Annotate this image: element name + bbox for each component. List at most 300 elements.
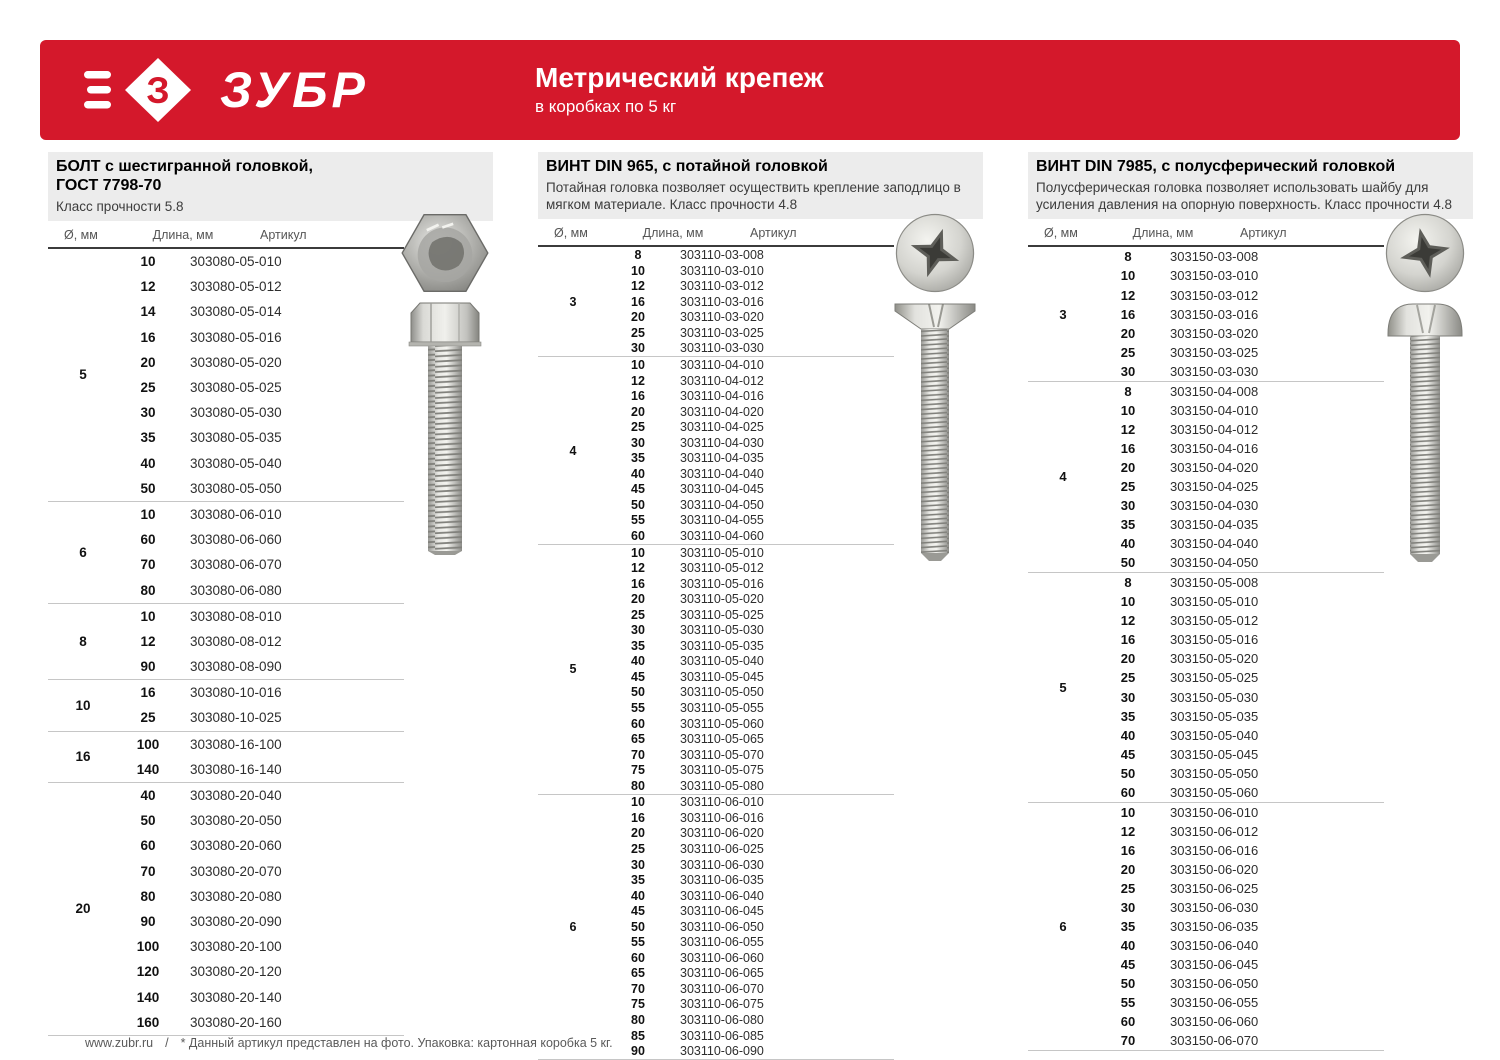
table-row [608,795,894,811]
table-row [118,425,404,450]
table-row [608,857,894,873]
product-table-hex-bolt [48,152,493,1060]
table-row [608,388,894,404]
article-value: 303110-04-045 [680,482,764,497]
table-row [118,654,404,679]
length-value: 60 [1120,784,1136,800]
article-value: 303110-03-025 [680,325,764,340]
table-row [118,833,404,858]
table-row [1098,687,1384,706]
length-value: 35 [631,638,645,653]
table-row [608,357,894,373]
table-row [118,783,404,808]
article-value: 303080-08-090 [190,659,282,675]
length-value: 30 [631,857,645,872]
pan-head-screw-side-view-photo [1381,300,1469,562]
column-header-article: Артикул [260,228,307,243]
article-value: 303080-10-016 [190,685,282,701]
table-row [608,576,894,592]
length-value: 25 [140,380,156,396]
article-value: 303080-20-080 [190,888,282,904]
table-row [118,959,404,984]
length-value: 20 [631,404,645,419]
group-rows [118,732,404,782]
table-title-block [1028,152,1473,219]
table-row [118,350,404,375]
group-rows [608,795,894,1059]
article-value: 303110-05-070 [680,747,764,762]
table-row [608,1043,894,1059]
length-value: 50 [631,919,645,934]
table-row [608,654,894,670]
footer-separator: / [165,1036,169,1050]
column-header-length: Длина, мм [1132,226,1194,241]
article-value: 303080-20-140 [190,989,282,1005]
table-row [118,934,404,959]
length-value: 45 [631,904,645,919]
diameter-value: 20 [75,901,91,917]
table-row [1098,286,1384,305]
length-value: 40 [631,654,645,669]
table-row [1098,841,1384,860]
group-rows [118,249,404,501]
article-value: 303150-06-020 [1170,861,1259,877]
table-row [118,808,404,833]
article-value: 303080-05-025 [190,380,282,396]
article-value: 303150-03-010 [1170,268,1259,284]
article-value: 303110-03-016 [680,294,764,309]
diameter-value: 5 [569,662,577,677]
table-row [608,466,894,482]
table-row [608,762,894,778]
length-value: 35 [631,451,645,466]
article-value: 303110-03-008 [680,248,764,263]
article-value: 303150-05-012 [1170,613,1259,629]
diameter-value: 5 [79,367,87,383]
length-value: 12 [140,279,156,295]
table-row [608,310,894,326]
table-row [1098,993,1384,1012]
table-row [118,629,404,654]
table-row [118,604,404,629]
article-value: 303080-20-120 [190,964,282,980]
hex-bolt-side-view-photo [401,300,489,555]
article-value: 303110-06-060 [680,950,764,965]
table-title-line: ВИНТ DIN 7985, с полусферический головкой [1036,158,1396,175]
diameter-group [48,501,404,603]
table-row [608,373,894,389]
article-value: 303150-06-040 [1170,938,1259,954]
article-value: 303080-20-090 [190,913,282,929]
article-value: 303150-06-012 [1170,823,1259,839]
article-value: 303150-05-030 [1170,689,1259,705]
table-row [1098,668,1384,687]
length-value: 12 [631,373,645,388]
length-value: 100 [136,939,160,955]
column-header-diameter: Ø, мм [64,228,98,243]
table-row [608,778,894,794]
table-title [546,158,971,177]
length-value: 8 [1124,249,1132,265]
table-row [118,984,404,1009]
length-value: 80 [631,778,645,793]
table-row [608,1028,894,1044]
article-value: 303080-20-100 [190,939,282,955]
length-value: 40 [1120,938,1136,954]
article-value: 303110-06-090 [680,1044,764,1059]
table-description: Потайная головка позволяет осуществить крепление заподлицо в мягком материале. Класс прочности 4.8 [546,179,961,213]
length-value: 55 [1120,995,1136,1011]
diameter-value: 3 [1059,306,1067,322]
length-value: 40 [1120,536,1136,552]
table-row [608,950,894,966]
length-value: 10 [140,608,156,624]
article-value: 303150-05-025 [1170,670,1259,686]
length-value: 10 [631,358,645,372]
table-row [118,732,404,757]
length-value: 20 [631,826,645,841]
table-row [118,884,404,909]
table-row [1098,477,1384,496]
table-description: Класс прочности 5.8 [56,198,184,214]
footer-note: * Данный артикул представлен на фото. Упаковка: картонная коробка 5 кг. [180,1036,613,1050]
table-row [1098,917,1384,936]
length-value: 10 [1120,402,1136,418]
table-row [1098,439,1384,458]
article-value: 303110-05-025 [680,607,764,622]
article-value: 303150-06-060 [1170,1014,1259,1030]
table-row [608,341,894,357]
article-value: 303110-06-085 [680,1028,764,1043]
table-row [118,859,404,884]
length-value: 10 [631,795,645,810]
article-value: 303110-06-080 [680,1012,764,1027]
banner-title-block [535,63,823,118]
article-value: 303150-06-010 [1170,804,1259,820]
table-row [118,705,404,730]
length-value: 16 [631,810,645,825]
article-value: 303150-06-035 [1170,919,1259,935]
table-row [1098,649,1384,668]
length-value: 80 [140,888,156,904]
group-rows [608,357,894,544]
length-value: 16 [631,294,645,309]
length-value: 35 [1120,517,1136,533]
table-row [608,700,894,716]
length-value: 55 [631,513,645,528]
diameter-group [1028,572,1384,802]
length-value: 16 [1120,440,1136,456]
article-value: 303150-03-012 [1170,287,1259,303]
length-value: 20 [1120,651,1136,667]
length-value: 10 [140,254,156,270]
table-body [538,247,894,1059]
table-row [1098,401,1384,420]
length-value: 160 [136,1014,160,1030]
article-value: 303080-20-050 [190,813,282,829]
table-row [118,476,404,501]
article-value: 303150-03-025 [1170,344,1259,360]
table-row [118,577,404,602]
group-rows [118,502,404,603]
table-header-row [48,223,404,249]
article-value: 303150-03-030 [1170,363,1259,379]
article-value: 303080-06-080 [190,582,282,598]
length-value: 65 [631,966,645,981]
length-value: 30 [140,405,156,421]
length-value: 30 [1120,498,1136,514]
diameter-value: 4 [1059,469,1067,485]
table-body [48,249,404,1036]
article-value: 303110-06-055 [680,935,764,950]
table-title-block [538,152,983,219]
length-value: 60 [140,532,156,548]
length-value: 50 [140,480,156,496]
table-row [1098,343,1384,362]
table-row [608,669,894,685]
length-value: 70 [140,557,156,573]
length-value: 10 [1120,268,1136,284]
length-value: 45 [1120,957,1136,973]
article-value: 303080-05-014 [190,304,282,320]
page-subtitle: в коробках по 5 кг [535,97,677,117]
length-value: 12 [1120,613,1136,629]
table-row [608,545,894,561]
article-value: 303110-04-060 [680,529,764,544]
article-value: 303110-05-035 [680,638,764,653]
article-value: 303110-04-055 [680,513,764,528]
table-row [608,560,894,576]
length-value: 60 [631,716,645,731]
length-value: 12 [1120,823,1136,839]
length-value: 55 [631,701,645,716]
table-title [1036,158,1461,177]
table-row [1098,515,1384,534]
length-value: 50 [1120,976,1136,992]
group-rows [118,604,404,680]
table-row [1098,860,1384,879]
length-value: 16 [1120,306,1136,322]
article-value: 303110-06-020 [680,826,764,841]
length-value: 25 [631,420,645,435]
article-value: 303110-04-030 [680,435,764,450]
diameter-value: 6 [569,919,577,934]
article-value: 303150-05-008 [1170,575,1259,591]
table-row [118,325,404,350]
zubr-logo-icon [84,57,202,123]
product-table-pan-head-screw [1028,152,1473,1060]
diameter-group [538,356,894,544]
table-row [1098,707,1384,726]
table-row [608,451,894,467]
diameter-value: 4 [569,443,577,458]
article-value: 303110-06-075 [680,997,764,1012]
article-value: 303110-04-020 [680,404,764,419]
table-row [608,903,894,919]
length-value: 14 [140,304,156,320]
table-row [608,872,894,888]
diameter-group [48,603,404,680]
length-value: 16 [631,389,645,404]
length-value: 90 [631,1044,645,1059]
table-row [1098,822,1384,841]
diameter-group [1028,381,1384,572]
article-value: 303080-05-050 [190,480,282,496]
article-value: 303080-05-040 [190,455,282,471]
diameter-group [48,731,404,782]
article-value: 303150-03-016 [1170,306,1259,322]
article-value: 303150-05-040 [1170,727,1259,743]
length-value: 30 [631,341,645,356]
article-value: 303150-06-055 [1170,995,1259,1011]
table-row [118,400,404,425]
table-row [1098,247,1384,266]
article-value: 303110-06-035 [680,873,764,888]
table-row [1098,324,1384,343]
article-value: 303150-06-050 [1170,976,1259,992]
length-value: 8 [1124,383,1132,399]
article-value: 303110-06-040 [680,888,764,903]
table-row [1098,420,1384,439]
article-value: 303150-05-010 [1170,594,1259,610]
table-row [608,810,894,826]
table-row [608,482,894,498]
article-value: 303110-04-016 [680,389,764,404]
diameter-value: 10 [75,697,91,713]
length-value: 16 [140,329,156,345]
phillips-head-top-view-photo [893,212,977,294]
table-row [608,841,894,857]
table-row [1098,362,1384,381]
length-value: 70 [1120,1033,1136,1049]
page-title: Метрический крепеж [535,61,824,93]
length-value: 35 [1120,708,1136,724]
tables-area [48,152,1473,1060]
length-value: 85 [631,1028,645,1043]
group-rows [118,783,404,1035]
table-row [1098,630,1384,649]
table-row [1098,783,1384,802]
article-value: 303110-03-010 [680,263,764,278]
article-value: 303110-03-030 [680,341,764,356]
group-rows [608,545,894,794]
table-row [608,325,894,341]
table-row [608,591,894,607]
table-row [1098,726,1384,745]
length-value: 100 [136,736,160,752]
article-value: 303110-06-065 [680,966,764,981]
diameter-group [538,247,894,356]
diameter-value: 6 [1059,919,1067,935]
table-row [118,299,404,324]
table-row [1098,534,1384,553]
article-value: 303110-05-080 [680,778,764,793]
article-value: 303080-20-070 [190,863,282,879]
table-row [118,1010,404,1035]
length-value: 75 [631,763,645,778]
length-value: 70 [631,981,645,996]
article-value: 303110-05-030 [680,623,764,638]
table-row [1098,974,1384,993]
group-rows [118,680,404,730]
length-value: 60 [1120,1014,1136,1030]
column-header-diameter: Ø, мм [1044,226,1078,241]
column-header-length: Длина, мм [642,226,704,241]
article-value: 303110-06-050 [680,919,764,934]
length-value: 70 [140,863,156,879]
article-value: 303150-06-030 [1170,900,1259,916]
table-row [608,826,894,842]
length-value: 90 [140,913,156,929]
article-value: 303110-03-020 [680,310,764,325]
length-value: 20 [1120,459,1136,475]
length-value: 8 [1124,575,1132,591]
length-value: 50 [140,813,156,829]
article-value: 303080-05-016 [190,329,282,345]
table-row [608,623,894,639]
table-row [1098,1031,1384,1050]
diameter-value: 6 [79,544,87,560]
length-value: 12 [140,633,156,649]
header-banner [40,40,1460,140]
table-row [118,375,404,400]
table-header-row [1028,221,1384,247]
diameter-group [48,782,404,1035]
length-value: 40 [631,888,645,903]
article-value: 303080-06-010 [190,506,282,522]
length-value: 20 [631,310,645,325]
length-value: 50 [631,497,645,512]
length-value: 25 [1120,344,1136,360]
length-value: 35 [631,873,645,888]
length-value: 25 [631,841,645,856]
table-row [608,279,894,295]
article-value: 303110-05-040 [680,654,764,669]
length-value: 25 [631,325,645,340]
length-value: 20 [1120,325,1136,341]
article-value: 303150-05-060 [1170,784,1259,800]
length-value: 25 [1120,670,1136,686]
table-row [118,757,404,782]
column-header-article: Артикул [1240,226,1287,241]
diameter-value: 3 [569,294,577,309]
length-value: 20 [140,354,156,370]
article-value: 303150-04-012 [1170,421,1259,437]
article-value: 303150-06-070 [1170,1033,1259,1049]
length-value: 25 [140,710,156,726]
hex-bolt-top-view-photo [399,212,491,294]
table-row [1098,592,1384,611]
table-row [608,528,894,544]
article-value: 303150-04-008 [1170,383,1259,399]
table-description: Полусферическая головка позволяет использовать шайбу для усиления давления на опорную поверхность. Класс прочности 4.8 [1036,179,1453,213]
length-value: 70 [631,747,645,762]
group-rows [608,247,894,356]
length-value: 16 [631,576,645,591]
diameter-group [48,249,404,501]
article-value: 303110-06-010 [680,795,764,810]
table-row [1098,305,1384,324]
article-value: 303150-06-025 [1170,880,1259,896]
table-row [1098,611,1384,630]
article-value: 303150-04-035 [1170,517,1259,533]
pan-head-screw-photo [1373,212,1477,562]
diameter-value: 8 [79,633,87,649]
table-row [608,513,894,529]
hex-bolt-photo [393,212,497,555]
article-value: 303150-04-020 [1170,459,1259,475]
length-value: 12 [631,279,645,294]
